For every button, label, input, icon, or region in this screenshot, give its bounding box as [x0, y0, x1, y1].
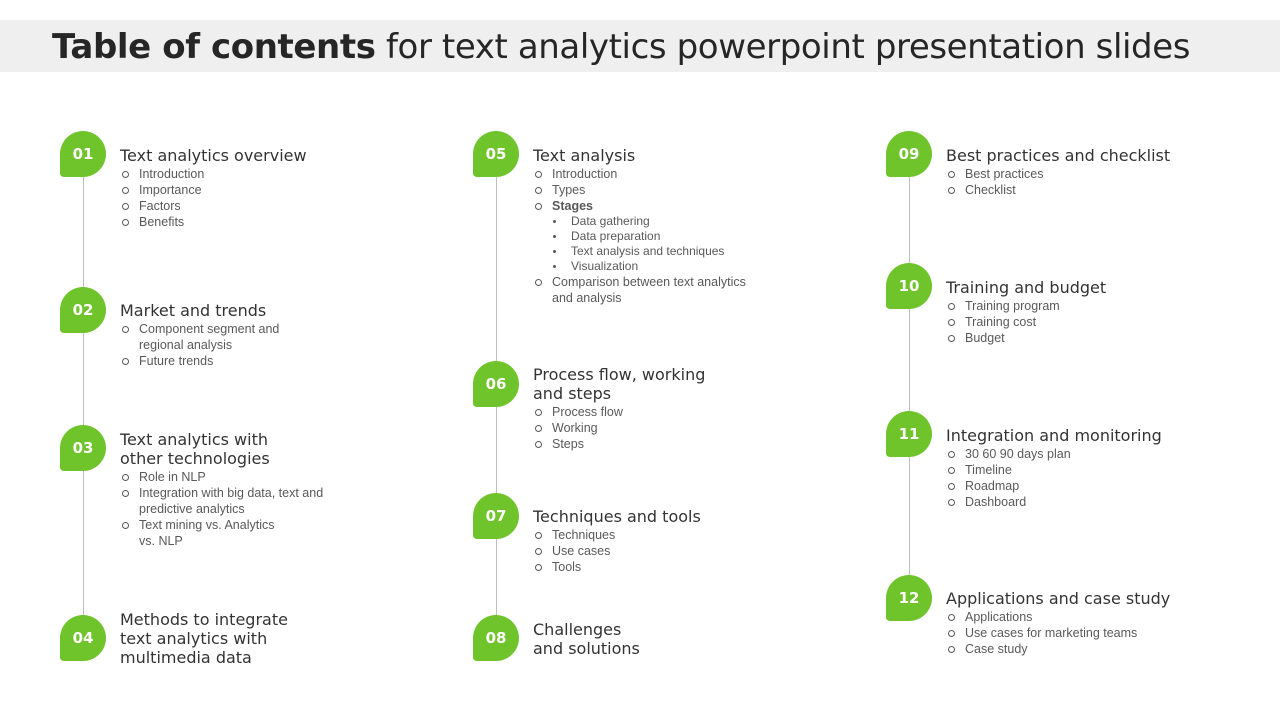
timeline-line-col3 [909, 160, 910, 600]
list-item: Training program [946, 298, 1266, 314]
list-item: Factors [120, 198, 430, 214]
list-item: Data gathering [552, 214, 853, 229]
sub-list [946, 609, 1266, 657]
list-item: Text mining vs. Analytics vs. NLP [120, 517, 440, 549]
list-item-stages [533, 198, 853, 274]
list-item: Importance [120, 182, 430, 198]
section-number-badge: 05 [473, 131, 519, 177]
list-item: Working [533, 420, 853, 436]
section-title: Market and trends [120, 301, 267, 320]
section-number-badge: 02 [60, 287, 106, 333]
sub-list [533, 404, 853, 452]
sub-list [533, 166, 853, 306]
toc-item-12[interactable] [946, 589, 1266, 657]
toc-item-02[interactable] [120, 301, 430, 369]
list-item: Checklist [946, 182, 1266, 198]
list-item: Benefits [120, 214, 430, 230]
list-item: Roadmap [946, 478, 1266, 494]
list-item: Role in NLP [120, 469, 440, 485]
list-item: Techniques [533, 527, 853, 543]
list-item: Use cases [533, 543, 853, 559]
stages-sub-list [552, 214, 853, 274]
list-item: Introduction [533, 166, 853, 182]
section-number-badge: 06 [473, 361, 519, 407]
page-title [52, 24, 1272, 70]
title-rest: for text analytics powerpoint presentation slides [375, 27, 1191, 67]
stages-label: Stages [552, 199, 593, 213]
list-item: Tools [533, 559, 853, 575]
toc-item-04[interactable] [120, 610, 440, 667]
list-item: Future trends [120, 353, 430, 369]
section-title: Challenges and solutions [533, 620, 640, 658]
list-item: Introduction [120, 166, 430, 182]
list-item: Comparison between text analytics and analysis [533, 274, 853, 306]
toc-item-09[interactable] [946, 146, 1266, 198]
list-item: Integration with big data, text and predictive analytics [120, 485, 440, 517]
toc-item-07[interactable] [533, 507, 853, 575]
section-number-badge: 11 [886, 411, 932, 457]
sub-list [120, 321, 430, 369]
section-title: Best practices and checklist [946, 146, 1171, 165]
section-title: Text analytics with other technologies [120, 430, 270, 468]
list-item: Dashboard [946, 494, 1266, 510]
list-item: Text analysis and techniques [552, 244, 853, 259]
toc-item-08[interactable] [533, 620, 853, 658]
list-item: Timeline [946, 462, 1266, 478]
section-number-badge: 08 [473, 615, 519, 661]
timeline-line-col1 [83, 160, 84, 640]
section-title: Integration and monitoring [946, 426, 1162, 445]
sub-list [946, 298, 1266, 346]
list-item: Process flow [533, 404, 853, 420]
section-title: Process flow, working and steps [533, 365, 706, 403]
list-item: 30 60 90 days plan [946, 446, 1266, 462]
list-item: Use cases for marketing teams [946, 625, 1266, 641]
list-item: Steps [533, 436, 853, 452]
sub-list [120, 166, 430, 230]
list-item: Visualization [552, 259, 853, 274]
section-title: Methods to integrate text analytics with multimedia data [120, 610, 288, 667]
sub-list [533, 527, 853, 575]
list-item: Training cost [946, 314, 1266, 330]
toc-item-01[interactable] [120, 146, 430, 230]
section-title: Applications and case study [946, 589, 1171, 608]
list-item: Budget [946, 330, 1266, 346]
toc-item-10[interactable] [946, 278, 1266, 346]
section-title: Training and budget [946, 278, 1107, 297]
list-item: Data preparation [552, 229, 853, 244]
section-number-badge: 12 [886, 575, 932, 621]
list-item: Applications [946, 609, 1266, 625]
list-item: Case study [946, 641, 1266, 657]
section-number-badge: 03 [60, 425, 106, 471]
toc-item-11[interactable] [946, 426, 1266, 510]
toc-item-06[interactable] [533, 365, 853, 452]
section-number-badge: 07 [473, 493, 519, 539]
toc-item-05[interactable] [533, 146, 853, 306]
title-bold: Table of contents [52, 27, 376, 67]
list-item: Best practices [946, 166, 1266, 182]
sub-list [946, 166, 1266, 198]
section-title: Techniques and tools [533, 507, 701, 526]
toc-item-03[interactable] [120, 430, 440, 549]
section-number-badge: 01 [60, 131, 106, 177]
section-title: Text analysis [533, 146, 636, 165]
section-number-badge: 10 [886, 263, 932, 309]
section-number-badge: 09 [886, 131, 932, 177]
section-number-badge: 04 [60, 615, 106, 661]
sub-list [946, 446, 1266, 510]
list-item: Types [533, 182, 853, 198]
list-item: Component segment and regional analysis [120, 321, 430, 353]
sub-list [120, 469, 440, 549]
section-title: Text analytics overview [120, 146, 307, 165]
